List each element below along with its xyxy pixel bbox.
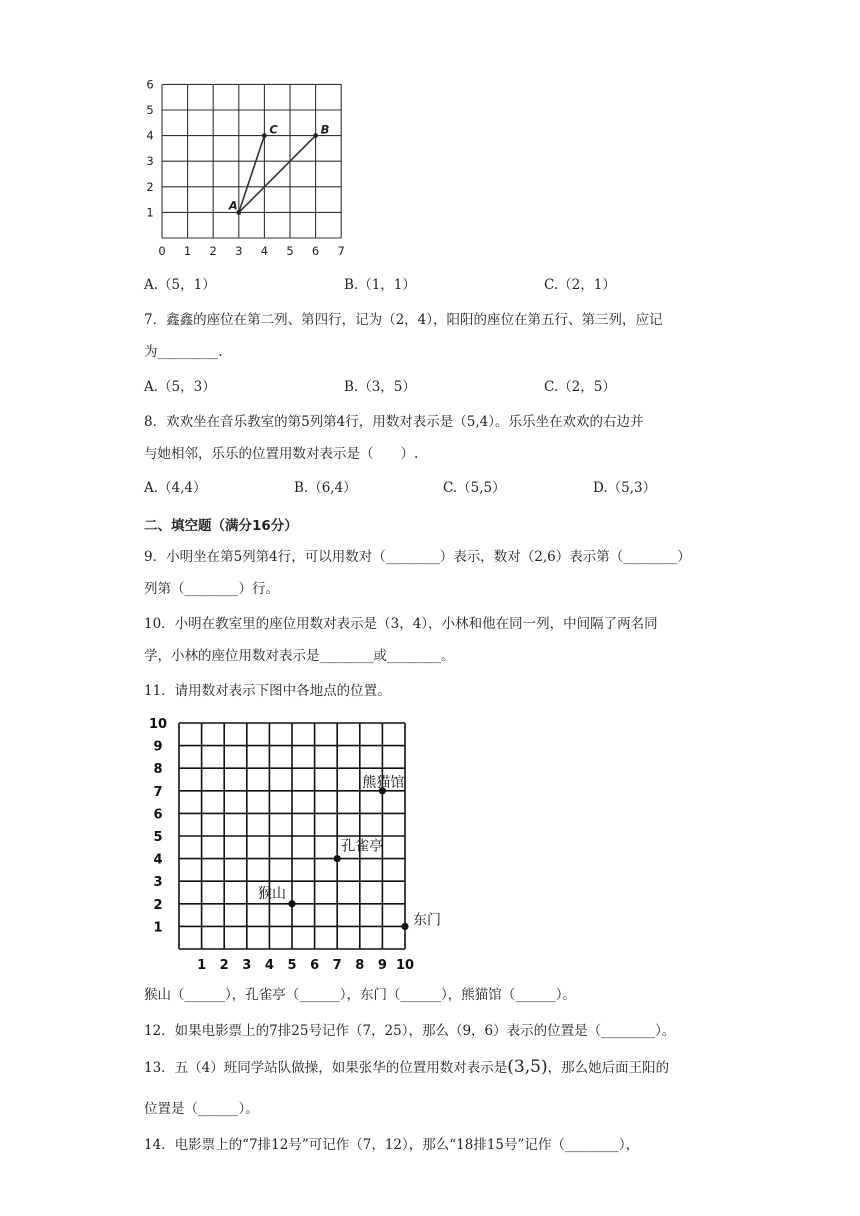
x-tick-label: 6 — [310, 958, 320, 973]
grid-points — [258, 774, 441, 930]
x-tick-label: 0 — [158, 244, 166, 258]
q13-text-line1 — [144, 1058, 669, 1077]
x-tick-label: 1 — [183, 244, 192, 258]
map-point — [401, 923, 408, 930]
q9-text-line2: 列第（________）行。 — [144, 581, 279, 597]
y-tick-label: 4 — [153, 852, 163, 868]
q13-text-line2: 位置是（______）。 — [144, 1101, 259, 1117]
q10-text-line2: 学，小林的座位用数对表示是________或________。 — [144, 648, 455, 664]
x-tick-label: 3 — [235, 244, 243, 258]
q13-coordinate: (3,5) — [507, 1057, 548, 1077]
y-tick-label: 3 — [153, 875, 163, 891]
x-tick-label: 9 — [377, 958, 387, 973]
y-tick-label: 3 — [146, 154, 154, 169]
coordinate-grid-1 — [140, 74, 355, 260]
x-tick-label: 8 — [355, 958, 365, 973]
q8-option-c[interactable]: C.（5,5） — [443, 480, 506, 496]
x-tick-label: 5 — [286, 244, 294, 258]
q8-option-d[interactable]: D.（5,3） — [593, 480, 657, 496]
q8-option-b[interactable]: B.（6,4） — [294, 480, 357, 496]
q13-text-part1: 13．五（4）班同学站队做操，如果张华的位置用数对表示是 — [144, 1060, 508, 1076]
q7-text-line2: 为_________. — [144, 344, 223, 360]
y-tick-label: 10 — [148, 717, 168, 732]
x-tick-label: 2 — [219, 958, 229, 973]
x-tick-label: 4 — [260, 244, 269, 258]
x-tick-label: 4 — [264, 958, 274, 973]
map-point-label: 猴山 — [258, 885, 286, 902]
map-point-label: 熊猫馆 — [362, 774, 405, 791]
point-c — [262, 133, 267, 138]
x-tick-label: 7 — [337, 244, 345, 258]
y-tick-label: 2 — [146, 179, 154, 194]
y-tick-label: 5 — [153, 830, 163, 845]
x-tick-label: 6 — [311, 244, 320, 258]
q13-text-part2: ，那么她后面王阳的 — [547, 1060, 670, 1076]
map-point-label: 孔雀亭 — [341, 838, 384, 855]
q12-text: 12．如果电影票上的7排25号记作（7，25），那么（9，6）表示的位置是（________）。 — [144, 1023, 676, 1039]
q7-option-b[interactable]: B.（3，5） — [344, 379, 416, 395]
q14-text: 14．电影票上的“7排12号”可记作（7，12），那么“18排15号”记作（________）， — [144, 1137, 640, 1153]
x-tick-label: 2 — [209, 244, 217, 258]
q8-text-line1: 8．欢欢坐在音乐教室的第5列第4行，用数对表示是（5,4）。乐乐坐在欢欢的右边并 — [144, 414, 644, 430]
y-tick-label: 6 — [153, 807, 163, 823]
coordinate-grid-2 — [140, 712, 441, 974]
q8-option-a[interactable]: A.（4,4） — [144, 480, 207, 496]
map-point — [288, 900, 295, 907]
y-tick-label: 4 — [146, 128, 154, 143]
map-point-label: 东门 — [413, 912, 441, 929]
point-label: B — [320, 122, 330, 137]
y-tick-label: 1 — [146, 205, 154, 220]
point-label: A — [228, 198, 238, 213]
x-tick-label: 5 — [287, 958, 297, 973]
q7-option-a[interactable]: A.（5，3） — [144, 379, 216, 395]
grid-lines — [162, 84, 341, 238]
y-tick-label: 2 — [153, 897, 163, 913]
q7-text-line1: 7．鑫鑫的座位在第二列、第四行，记为（2，4），阳阳的座位在第五行、第三列，应记 — [144, 312, 663, 328]
segment-a-b — [239, 136, 316, 213]
q11-answer-line: 猴山（______），孔雀亭（______），东门（______），熊猫馆（______）。 — [144, 987, 576, 1003]
y-tick-label: 7 — [153, 784, 163, 800]
x-tick-label: 3 — [242, 958, 252, 973]
y-tick-label: 9 — [153, 739, 163, 755]
triangle-segments — [239, 136, 316, 213]
y-tick-label: 5 — [146, 103, 154, 117]
grid-lines — [179, 723, 405, 949]
y-tick-label: 1 — [153, 920, 163, 936]
map-point — [334, 855, 341, 862]
y-tick-label: 6 — [146, 77, 154, 92]
segment-a-c — [239, 136, 265, 213]
point-b — [313, 133, 318, 138]
y-tick-label: 8 — [153, 762, 163, 778]
q11-text: 11．请用数对表示下图中各地点的位置。 — [144, 683, 391, 699]
x-tick-label: 10 — [395, 958, 415, 973]
q6-option-c[interactable]: C.（2，1） — [544, 277, 616, 293]
x-tick-label: 1 — [197, 958, 207, 973]
section-heading: 二、填空题（满分16分） — [144, 518, 298, 534]
q9-text-line1: 9．小明坐在第5列第4行，可以用数对（________）表示，数对（2,6）表示第（________） — [144, 549, 691, 565]
q6-option-a[interactable]: A.（5，1） — [144, 277, 216, 293]
q10-text-line1: 10．小明在教室里的座位用数对表示是（3，4），小林和他在同一列，中间隔了两名同 — [144, 616, 658, 632]
q6-option-b[interactable]: B.（1，1） — [344, 277, 416, 293]
point-label: C — [269, 122, 278, 137]
q8-text-line2: 与她相邻，乐乐的位置用数对表示是（ ）. — [144, 446, 419, 462]
q7-option-c[interactable]: C.（2，5） — [544, 379, 616, 395]
x-tick-label: 7 — [332, 958, 342, 973]
